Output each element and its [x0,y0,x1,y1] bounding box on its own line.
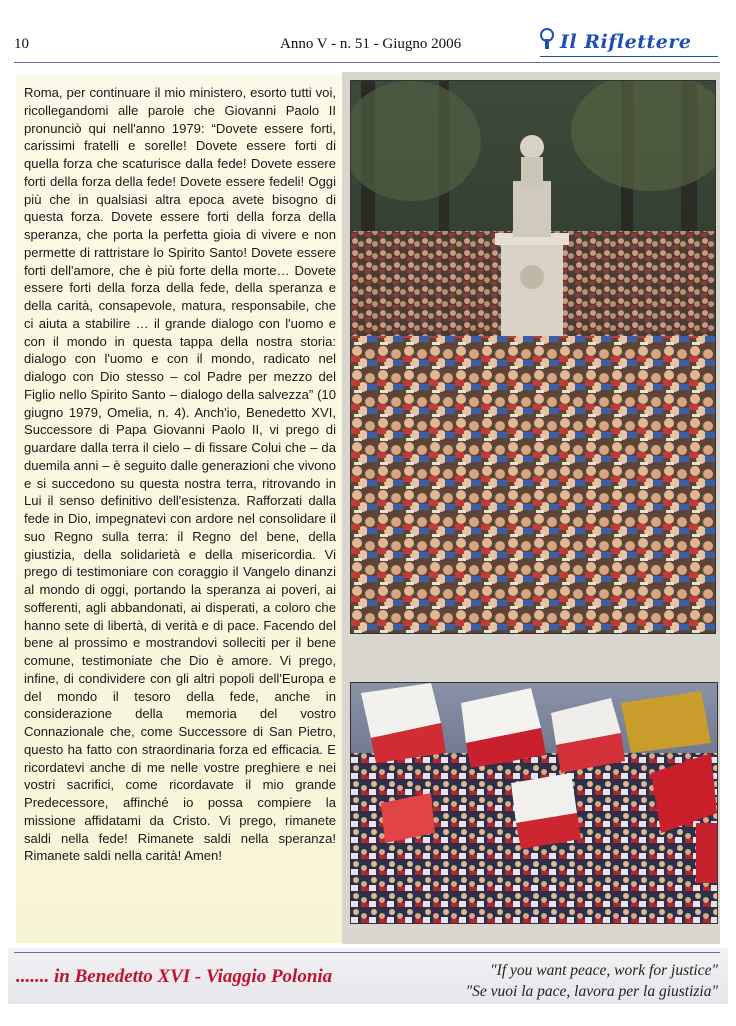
page-footer [0,948,736,1026]
footer-rule [14,952,720,953]
crowd-statue-photo [350,80,716,634]
masthead-logo [538,26,720,58]
issue-line: Anno V - n. 51 - Giugno 2006 [280,36,462,52]
logo-text: Il Riflettere [560,31,692,53]
article-column [16,75,342,943]
crowd-flags-photo [350,682,718,924]
quote-italian: "Se vuoi la pace, lavora per la giustizia" [465,983,718,1000]
section-title: ....... in Benedetto XVI - Viaggio Polonia [16,966,333,987]
logo-underline [540,56,718,57]
quote-english: "If you want peace, work for justice" [490,962,718,979]
header-rule [14,62,720,63]
footer-quotes [466,960,718,1002]
article-body: Roma, per continuare il mio ministero, esorto tutti voi, ricollegandomi alle parole che Giovanni Paolo II pronunciò qui nell'anno 1979: “Dovete essere forti, carissimi fratelli e sorelle! Dovete essere forti di quella forza che scaturisce dalla fede! Dovete essere forti della forza della fede! Dovete essere fedeli! Oggi più che in qualsiasi altra epoca avete bisogno di questa forza. Dovete essere forti della forza della speranza, che porta la perfetta gioia di vivere e non permette di rattristare lo Spirito Santo! Dovete essere forti dell'amore, che è più forte della morte… Dovete essere forti della forza della fede, della speranza e della carità, consapevole, matura, responsabile, che ci aiuta a stabilire … il grande dialogo con l'uomo e con il mondo in questa tappa della nostra storia: dialogo con l'uomo e con il mondo, radicato nel dialogo con Dio stesso – col Padre per mezzo del Figlio nello Spirito Santo – dialogo della salvezza” (10 giugno 1979, Omelia, n. 4). Anch'io, Benedetto XVI, Successore di Papa Giovanni Paolo II, vi prego di guardare dalla terra il cielo – di fissare Colui che – da duemila anni – è seguito dalle generazioni che vivono e si succedono su questa nostra terra, ritrovando in Lui il senso definitivo dell'esistenza. Rafforzati dalla fede in Dio, impegnatevi con ardore nel consolidare il suo Regno sulla terra: il Regno del bene, della giustizia, della solidarietà e della misericordia. Vi prego di testimoniare con coraggio il Vangelo dinanzi al mondo di oggi, portando la speranza ai poveri, ai sofferenti, agli abbandonati, ai disperati, a coloro che hanno sete di libertà, di verità e di pace. Facendo del bene al prossimo e mostrandovi solleciti per il bene comune, testimoniate che Dio è amore. Vi prego, infine, di condividere con gli altri popoli dell'Europa e del mondo il tesoro della fede, anche in considerazione della memoria del vostro Connazionale che, come Successore di San Pietro, questo ha fatto con straordinaria forza ed efficacia. E ricordatevi anche di me nelle vostre preghiere e nei vostri sacrifici, come ricordavate il mio grande Predecessore, affinché io possa compiere la missione affidatami da Cristo. Vi prego, rimanete saldi nella fede! Rimanete saldi nella speranza! Rimanete saldi nella carità! Amen! [24,85,336,864]
page-header [0,0,736,64]
lighthouse-icon [538,28,556,50]
page-number: 10 [14,36,29,52]
